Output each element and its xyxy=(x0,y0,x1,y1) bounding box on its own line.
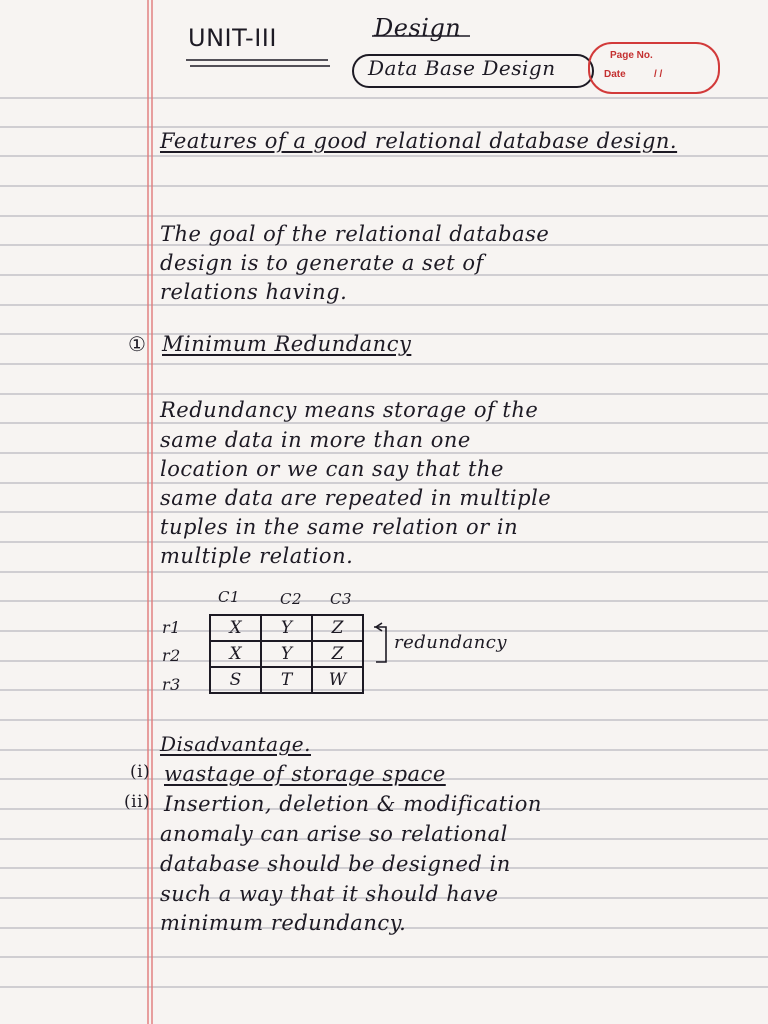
table-cell: T xyxy=(261,667,312,693)
relation-table xyxy=(209,614,364,694)
definition-line-3: location or we can say that the xyxy=(160,457,504,481)
topic-heading: Data Base Design xyxy=(368,56,556,80)
column-header-c3: C3 xyxy=(330,590,353,608)
table-cell: Z xyxy=(312,641,363,667)
date-value: / / xyxy=(654,69,663,80)
continuation-line-3: such a way that it should have xyxy=(160,882,499,906)
table-row xyxy=(210,641,363,667)
redundancy-annotation: redundancy xyxy=(394,632,508,653)
section-title: Features of a good relational database design. xyxy=(160,129,678,153)
intro-line-3: relations having. xyxy=(160,280,348,304)
date-label: Date xyxy=(604,69,626,80)
intro-line-2: design is to generate a set of xyxy=(160,251,484,275)
table-row xyxy=(210,667,363,693)
continuation-line-1: anomaly can arise so relational xyxy=(160,822,508,846)
table-cell: Y xyxy=(261,615,312,641)
table-cell: X xyxy=(210,615,261,641)
row-label-r2: r2 xyxy=(162,646,181,665)
point-number: ① xyxy=(128,332,147,356)
table-row xyxy=(210,615,363,641)
continuation-line-4: minimum redundancy. xyxy=(160,911,407,935)
definition-line-5: tuples in the same relation or in xyxy=(160,515,519,539)
row-label-r1: r1 xyxy=(162,618,181,637)
point-title: Minimum Redundancy xyxy=(162,332,412,356)
intro-line-1: The goal of the relational database xyxy=(160,222,550,246)
table-cell: W xyxy=(312,667,363,693)
table-cell: S xyxy=(210,667,261,693)
unit-heading: UNIT-III xyxy=(188,24,277,52)
definition-line-2: same data in more than one xyxy=(160,428,471,452)
disadvantage-marker-2: (ii) xyxy=(124,792,151,812)
disadvantage-title: Disadvantage. xyxy=(160,732,311,756)
definition-line-1: Redundancy means storage of the xyxy=(160,398,539,422)
table-cell: Y xyxy=(261,641,312,667)
page-number-label: Page No. xyxy=(610,50,653,61)
disadvantage-item-1: wastage of storage space xyxy=(164,762,446,786)
disadvantage-marker-1: (i) xyxy=(130,762,151,782)
subject-heading: Design xyxy=(374,14,462,42)
disadvantage-item-2: Insertion, deletion & modification xyxy=(164,792,542,816)
column-header-c1: C1 xyxy=(218,588,241,606)
column-header-c2: C2 xyxy=(280,590,303,608)
row-label-r3: r3 xyxy=(162,675,181,694)
definition-line-6: multiple relation. xyxy=(160,544,354,568)
continuation-line-2: database should be designed in xyxy=(160,852,511,876)
table-cell: Z xyxy=(312,615,363,641)
definition-line-4: same data are repeated in multiple xyxy=(160,486,552,510)
table-cell: X xyxy=(210,641,261,667)
page-stamp xyxy=(588,42,720,94)
